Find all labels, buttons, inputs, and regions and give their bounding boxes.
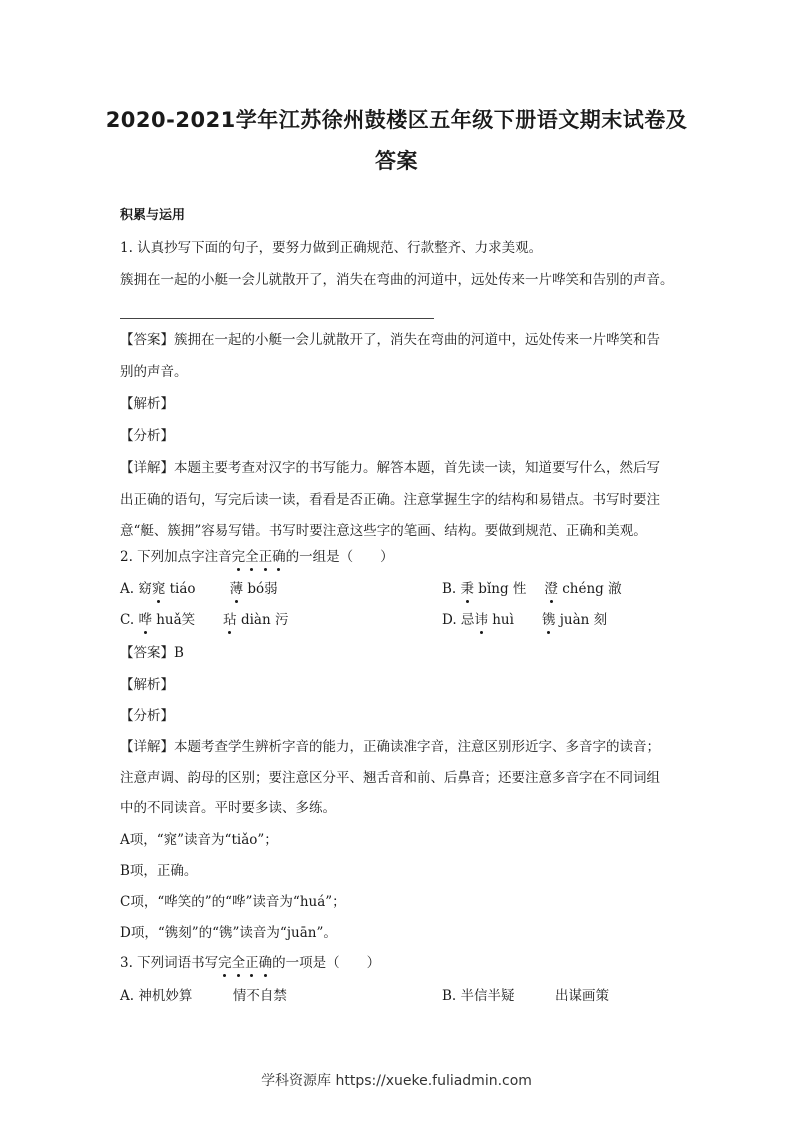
q2-a-prefix: A. 窈 (120, 581, 152, 597)
q1-sentence: 簇拥在一起的小艇一会儿就散开了，消失在弯曲的河道中，远处传来一片哗笑和告别的声音。 (120, 272, 674, 288)
q2-option-a[interactable] (120, 579, 278, 599)
q2-detail-1: 【详解】本题考查学生辨析字音的能力，正确读准字音，注意区别形近字、多音字的读音； (120, 739, 660, 755)
q2-c-pinyin-1: huǎ笑 (151, 612, 196, 628)
q2-stem-dotted: 完全正确 (231, 549, 286, 565)
q2-fenxi-label: 【分析】 (120, 708, 174, 724)
q2-stem-post: 的一组是（ ） (285, 549, 394, 565)
q2-answer: 【答案】B (120, 645, 184, 661)
section-heading: 积累与运用 (120, 208, 186, 223)
q3-stem-dotted: 完全正确 (218, 955, 273, 971)
q2-note-a: A项，“窕”读音为“tiǎo”； (120, 832, 278, 848)
q1-fenxi-label: 【分析】 (120, 428, 174, 444)
q1-detail-3: 意“艇、簇拥”容易写错。书写时要注意这些字的笔画、结构。要做到规范、正确和美观。 (120, 523, 647, 539)
q1-analysis-label: 【解析】 (120, 396, 174, 412)
q2-c-prefix: C. (120, 612, 139, 628)
q1-detail-2: 出正确的语句，写完后读一读，看看是否正确。注意掌握生字的结构和易错点。书写时要注 (120, 492, 660, 508)
q2-note-c: C项，“哗笑的”的“哗”读音为“huá”； (120, 894, 346, 910)
q2-option-d[interactable] (442, 610, 607, 630)
q2-option-c[interactable] (120, 610, 288, 630)
q2-stem-pre: 2. 下列加点字注音 (120, 549, 232, 565)
q3-stem-pre: 3. 下列词语书写 (120, 955, 219, 971)
q2-b-dotted-1: 秉 (460, 581, 475, 597)
q2-note-b: B项，正确。 (120, 863, 198, 879)
q2-b-pinyin-2: chéng 澈 (557, 581, 622, 597)
q2-d-prefix: D. 忌 (442, 612, 475, 628)
q1-answer-cont: 别的声音。 (120, 364, 188, 380)
q3-option-b[interactable]: B. 半信半疑 出谋画策 (442, 988, 610, 1004)
q2-detail-2: 注意声调、韵母的区别；要注意区分平、翘舌音和前、后鼻音；还要注意多音字在不同词组 (120, 770, 660, 786)
q2-a-dotted-2: 薄 (229, 581, 244, 597)
q1-stem: 1. 认真抄写下面的句子，要努力做到正确规范、行款整齐、力求美观。 (120, 240, 543, 256)
document-title-line-2: 答案 (375, 149, 418, 173)
q2-b-prefix: B. (442, 581, 461, 597)
q1-detail-1: 【详解】本题主要考查对汉字的书写能力。解答本题，首先读一读，知道要写什么，然后写 (120, 460, 660, 476)
q2-c-pinyin-2: diàn 污 (236, 612, 289, 628)
q2-a-pinyin-1: tiáo (165, 581, 196, 597)
q2-c-dotted-2: 玷 (223, 612, 237, 628)
q2-a-dotted-1: 窕 (151, 581, 166, 597)
q2-analysis-label: 【解析】 (120, 677, 174, 693)
q2-a-pinyin-2: bó弱 (243, 581, 278, 597)
q3-stem-post: 的一项是（ ） (272, 955, 381, 971)
q2-note-d: D项，“镌刻”的“镌”读音为“juān”。 (120, 925, 337, 941)
q2-d-pinyin-1: huì (487, 612, 514, 628)
q2-d-pinyin-2: juàn 刻 (555, 612, 608, 628)
q3-stem (120, 953, 380, 973)
q2-d-dotted-2: 镌 (541, 612, 556, 628)
q2-option-b[interactable] (442, 579, 622, 599)
document-title-line-1: 2020-2021学年江苏徐州鼓楼区五年级下册语文期末试卷及 (105, 108, 688, 132)
q2-d-dotted-1: 讳 (474, 612, 488, 628)
q2-c-dotted-1: 哗 (138, 612, 152, 628)
q2-b-pinyin-1: bǐng 性 (474, 581, 527, 597)
q3-option-a[interactable]: A. 神机妙算 情不自禁 (120, 988, 287, 1004)
q2-b-dotted-2: 澄 (544, 581, 558, 597)
q1-writing-line[interactable] (120, 318, 434, 319)
q2-detail-3: 中的不同读音。平时要多读、多练。 (120, 800, 336, 816)
q2-stem (120, 547, 394, 567)
q1-answer: 【答案】簇拥在一起的小艇一会儿就散开了，消失在弯曲的河道中，远处传来一片哗笑和告 (120, 332, 660, 348)
footer-watermark: 学科资源库 https://xueke.fuliadmin.com (261, 1073, 532, 1089)
